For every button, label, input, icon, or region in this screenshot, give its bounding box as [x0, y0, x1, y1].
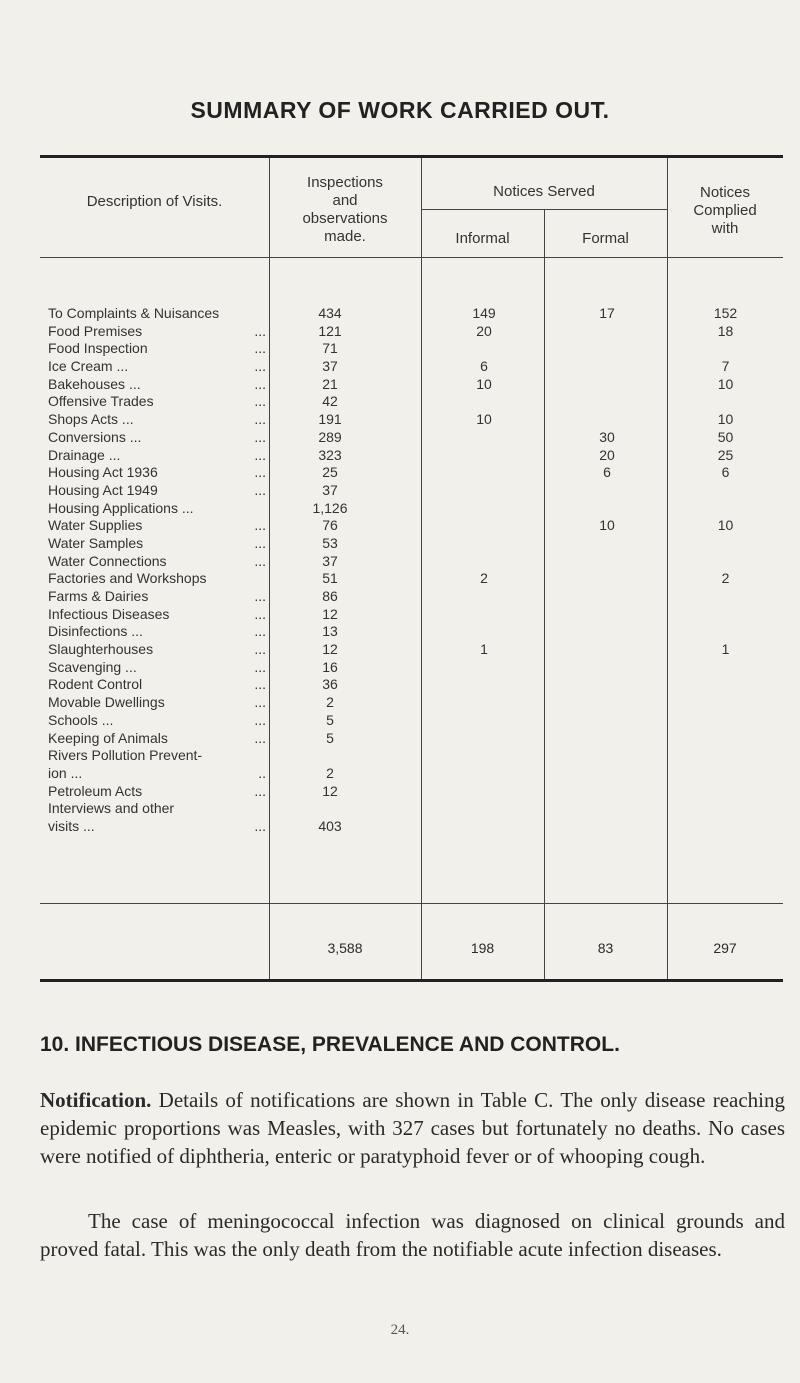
header-description: Description of Visits. — [86, 193, 223, 210]
row-inspections: 5 — [326, 711, 334, 728]
row-description: Infectious Diseases — [48, 605, 170, 622]
row-inspections: 403 — [318, 817, 342, 834]
row-inspections: 86 — [322, 588, 338, 604]
row-formal: 20 — [599, 446, 615, 463]
row-leader-dots: ... — [254, 393, 266, 410]
row-description: Rodent Control — [48, 676, 143, 693]
row-leader-dots: ... — [254, 694, 266, 711]
table-row — [40, 429, 783, 447]
row-formal: 10 — [599, 517, 615, 534]
row-informal: 6 — [480, 358, 488, 375]
table-row — [40, 783, 783, 801]
header-inspections-1: Inspections — [307, 174, 383, 191]
row-description: Housing Act 1949 — [48, 481, 158, 498]
table-row — [40, 376, 783, 394]
row-inspections: 12 — [322, 782, 338, 799]
paragraph-text: The case of meningococcal infection was diagnosed on clinical grounds and proved fatal. This was the only death from the notifiable acute infection diseases. — [40, 1209, 785, 1261]
row-leader-dots: ... — [254, 676, 266, 693]
row-inspections: 13 — [322, 623, 338, 640]
row-inspections: 323 — [318, 446, 342, 463]
row-complied: 10 — [717, 517, 734, 534]
table-row — [40, 676, 783, 694]
total-informal: 198 — [470, 940, 495, 956]
table-row — [40, 517, 783, 535]
table-row — [40, 535, 783, 553]
row-inspections: 5 — [326, 729, 334, 746]
table-row — [40, 340, 783, 358]
row-inspections: 2 — [326, 764, 334, 781]
row-inspections: 51 — [322, 570, 338, 587]
row-complied: 7 — [721, 358, 730, 375]
notices-served-underline — [421, 209, 667, 210]
row-inspections: 76 — [322, 517, 338, 534]
row-leader-dots: ... — [254, 729, 266, 746]
row-leader-dots: ... — [254, 817, 266, 834]
header-complied-3: with — [711, 220, 739, 237]
row-informal: 149 — [472, 305, 496, 321]
row-inspections: 121 — [318, 322, 342, 339]
row-informal: 2 — [480, 570, 488, 587]
row-complied: 2 — [721, 570, 730, 587]
paragraph-lead: Notification. — [40, 1088, 152, 1112]
row-description: ion ... — [48, 764, 83, 781]
table-row — [40, 659, 783, 677]
page-title: SUMMARY OF WORK CARRIED OUT. — [190, 97, 610, 123]
header-inspections-4: made. — [324, 228, 366, 245]
row-description: Conversions ... — [48, 428, 142, 445]
header-inspections-3: observations — [302, 210, 388, 227]
table-row — [40, 500, 783, 518]
row-complied: 18 — [717, 322, 734, 339]
table-row — [40, 694, 783, 712]
page-number: 24. — [390, 1322, 410, 1338]
table-row — [40, 553, 783, 571]
table-row — [40, 393, 783, 411]
row-formal: 17 — [599, 305, 615, 321]
table-row — [40, 323, 783, 341]
row-description: Water Samples — [48, 534, 144, 551]
row-leader-dots: ... — [254, 623, 266, 640]
row-description: Slaughterhouses — [48, 641, 154, 658]
row-inspections: 1,126 — [312, 499, 348, 516]
row-inspections: 12 — [322, 641, 338, 658]
table-row — [40, 305, 783, 323]
table-bottom-rule — [40, 979, 783, 982]
table-row — [40, 818, 783, 836]
row-complied: 25 — [717, 446, 734, 463]
table-row — [40, 464, 783, 482]
summary-table — [40, 155, 783, 985]
header-inspections-2: and — [332, 192, 358, 209]
row-leader-dots: ... — [254, 658, 266, 675]
row-formal: 30 — [599, 428, 615, 445]
row-complied: 10 — [717, 375, 734, 392]
table-row — [40, 482, 783, 500]
row-leader-dots: ... — [254, 534, 266, 551]
row-inspections: 36 — [322, 676, 338, 693]
row-description: Schools ... — [48, 711, 114, 728]
totals-rule — [40, 903, 783, 904]
row-description: Food Inspection — [48, 340, 148, 357]
row-inspections: 37 — [322, 552, 338, 569]
header-complied-1: Notices — [699, 184, 751, 201]
row-description: Water Connections — [48, 552, 167, 569]
row-description: Disinfections ... — [48, 623, 143, 640]
row-leader-dots: ... — [254, 782, 266, 799]
row-leader-dots: ... — [254, 552, 266, 569]
row-informal: 1 — [480, 641, 488, 658]
row-leader-dots: ... — [254, 605, 266, 622]
row-description: visits ... — [48, 817, 95, 834]
header-complied-2: Complied — [693, 202, 757, 219]
row-leader-dots: ... — [254, 517, 266, 534]
row-leader-dots: ... — [254, 588, 266, 604]
header-rule — [40, 257, 783, 258]
row-complied: 6 — [721, 464, 730, 481]
header-informal: Informal — [455, 230, 510, 247]
row-description: Farms & Dairies — [48, 588, 149, 604]
row-description: Factories and Workshops — [48, 570, 207, 587]
table-row — [40, 447, 783, 465]
row-leader-dots: ... — [254, 411, 266, 428]
table-row — [40, 588, 783, 606]
row-inspections: 2 — [326, 694, 334, 711]
row-description: Rivers Pollution Prevent- — [48, 747, 203, 764]
header-notices-served: Notices Served — [493, 183, 595, 200]
row-inspections: 37 — [322, 481, 338, 498]
row-description: Petroleum Acts — [48, 782, 143, 799]
table-row — [40, 800, 783, 818]
table-row — [40, 623, 783, 641]
row-inspections: 434 — [318, 305, 342, 321]
table-row — [40, 765, 783, 783]
row-leader-dots: ... — [254, 322, 266, 339]
row-leader-dots: ... — [254, 641, 266, 658]
row-complied: 10 — [717, 411, 734, 428]
paragraph-notification — [40, 1086, 785, 1170]
row-inspections: 42 — [322, 393, 338, 410]
section-heading: 10. INFECTIOUS DISEASE, PREVALENCE AND CONTROL. — [40, 1033, 620, 1056]
row-inspections: 53 — [322, 534, 338, 551]
row-leader-dots: ... — [254, 358, 266, 375]
table-row — [40, 411, 783, 429]
row-description: Bakehouses ... — [48, 375, 141, 392]
row-complied: 1 — [721, 641, 730, 658]
row-description: Housing Act 1936 — [48, 464, 158, 481]
row-leader-dots: ... — [254, 481, 266, 498]
row-description: Keeping of Animals — [48, 729, 168, 746]
row-inspections: 289 — [318, 428, 342, 445]
header-formal: Formal — [582, 230, 629, 247]
row-inspections: 71 — [322, 340, 338, 357]
row-description: Water Supplies — [48, 517, 143, 534]
row-description: Drainage ... — [48, 446, 121, 463]
row-inspections: 37 — [322, 358, 338, 375]
table-top-rule — [40, 155, 783, 158]
row-informal: 10 — [476, 375, 492, 392]
table-row — [40, 358, 783, 376]
row-inspections: 21 — [322, 375, 338, 392]
row-description: Ice Cream ... — [48, 358, 129, 375]
row-complied: 152 — [713, 305, 738, 321]
row-complied: 50 — [717, 428, 734, 445]
table-row — [40, 641, 783, 659]
row-leader-dots: ... — [254, 464, 266, 481]
row-leader-dots: ... — [254, 340, 266, 357]
paragraph-text: Details of notifications are shown in Table C. The only disease reaching epidemic proportions was Measles, with 327 cases but fortunately no deaths. No cases were notified of diphtheria, enteric or paratyphoid fever or of whooping cough. — [40, 1088, 785, 1168]
row-inspections: 12 — [322, 605, 338, 622]
row-leader-dots: ... — [254, 446, 266, 463]
row-inspections: 16 — [322, 658, 338, 675]
row-description: Food Premises — [48, 322, 143, 339]
table-row — [40, 606, 783, 624]
row-leader-dots: ... — [254, 711, 266, 728]
row-informal: 10 — [476, 411, 492, 428]
total-formal: 83 — [597, 940, 614, 956]
total-complied: 297 — [713, 940, 737, 956]
total-inspections: 3,588 — [327, 940, 363, 956]
row-description: Shops Acts ... — [48, 411, 134, 428]
row-description: Offensive Trades — [48, 393, 154, 410]
table-row — [40, 570, 783, 588]
row-informal: 20 — [476, 322, 492, 339]
row-description: To Complaints & Nuisances — [48, 305, 220, 321]
row-description: Movable Dwellings — [48, 694, 165, 711]
row-leader-dots: .. — [258, 764, 266, 781]
table-row — [40, 730, 783, 748]
row-description: Interviews and other — [48, 800, 175, 817]
row-description: Housing Applications ... — [48, 499, 194, 516]
row-leader-dots: ... — [254, 375, 266, 392]
row-inspections: 25 — [322, 464, 338, 481]
paragraph-meningococcal — [40, 1207, 785, 1263]
row-description: Scavenging ... — [48, 658, 137, 675]
row-leader-dots: ... — [254, 428, 266, 445]
table-row — [40, 747, 783, 765]
table-row — [40, 712, 783, 730]
row-formal: 6 — [603, 464, 611, 481]
row-inspections: 191 — [318, 411, 342, 428]
table-body — [40, 305, 783, 836]
